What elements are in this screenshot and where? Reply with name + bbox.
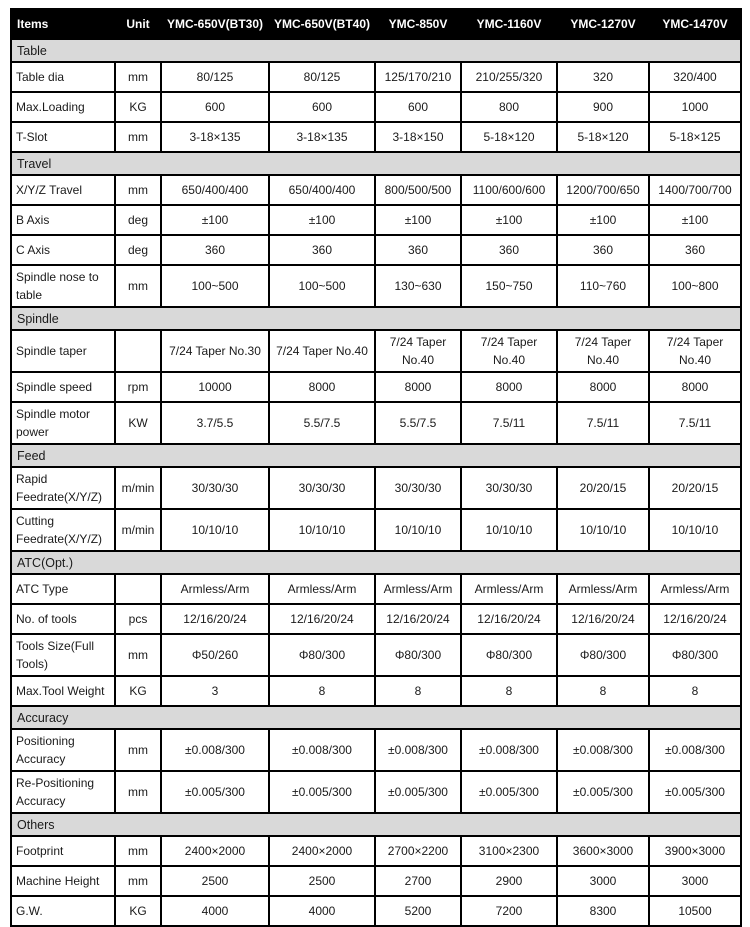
column-header-model: YMC-650V(BT30) (161, 9, 269, 39)
spec-row (11, 330, 741, 372)
spec-value: 1000 (649, 92, 741, 122)
spec-value: 4000 (161, 896, 269, 926)
spec-value: 3-18×135 (161, 122, 269, 152)
spec-value: 7.5/11 (557, 402, 649, 444)
section-band (11, 706, 741, 729)
section-band (11, 551, 741, 574)
spec-value: ±100 (375, 205, 461, 235)
unit-label: KG (115, 676, 161, 706)
item-label: Max.Tool Weight (11, 676, 115, 706)
spec-value: 5200 (375, 896, 461, 926)
spec-value: Φ80/300 (269, 634, 375, 676)
spec-value: Armless/Arm (649, 574, 741, 604)
unit-label: deg (115, 235, 161, 265)
spec-value: 3-18×150 (375, 122, 461, 152)
spec-value: 8 (461, 676, 557, 706)
spec-value: 1100/600/600 (461, 175, 557, 205)
spec-value: 800 (461, 92, 557, 122)
spec-value: 8 (649, 676, 741, 706)
unit-label: mm (115, 62, 161, 92)
item-label: Spindle nose to table (11, 265, 115, 307)
spec-row (11, 771, 741, 813)
unit-label: pcs (115, 604, 161, 634)
spec-value: Armless/Arm (375, 574, 461, 604)
item-label: Spindle speed (11, 372, 115, 402)
item-label: T-Slot (11, 122, 115, 152)
spec-value: 7/24 Taper No.40 (269, 330, 375, 372)
spec-value: 80/125 (161, 62, 269, 92)
spec-value: 110~760 (557, 265, 649, 307)
spec-value: ±0.008/300 (375, 729, 461, 771)
spec-value: ±0.008/300 (649, 729, 741, 771)
spec-row (11, 836, 741, 866)
section-band (11, 307, 741, 330)
spec-value: ±0.005/300 (375, 771, 461, 813)
unit-label: deg (115, 205, 161, 235)
unit-label: mm (115, 175, 161, 205)
spec-value: 2700 (375, 866, 461, 896)
spec-value: 8000 (269, 372, 375, 402)
item-label: Footprint (11, 836, 115, 866)
spec-value: 10000 (161, 372, 269, 402)
spec-value: 2400×2000 (269, 836, 375, 866)
spec-value: 30/30/30 (269, 467, 375, 509)
spec-value: 8000 (649, 372, 741, 402)
unit-label: KG (115, 896, 161, 926)
spec-value: 320 (557, 62, 649, 92)
spec-value: 10/10/10 (557, 509, 649, 551)
spec-value: 2900 (461, 866, 557, 896)
section-title: Table (11, 39, 741, 62)
spec-row (11, 402, 741, 444)
spec-value: ±0.008/300 (557, 729, 649, 771)
item-label: Positioning Accuracy (11, 729, 115, 771)
spec-value: 12/16/20/24 (269, 604, 375, 634)
spec-value: 12/16/20/24 (375, 604, 461, 634)
item-label: Tools Size(Full Tools) (11, 634, 115, 676)
spec-value: 8000 (557, 372, 649, 402)
spec-value: 8300 (557, 896, 649, 926)
spec-value: 320/400 (649, 62, 741, 92)
spec-value: 7.5/11 (461, 402, 557, 444)
item-label: Rapid Feedrate(X/Y/Z) (11, 467, 115, 509)
spec-value: 30/30/30 (375, 467, 461, 509)
section-band (11, 444, 741, 467)
item-label: ATC Type (11, 574, 115, 604)
spec-value: 3-18×135 (269, 122, 375, 152)
spec-value: 360 (649, 235, 741, 265)
spec-row (11, 372, 741, 402)
unit-label: mm (115, 634, 161, 676)
spec-value: 5-18×120 (461, 122, 557, 152)
spec-value: 8000 (375, 372, 461, 402)
item-label: Max.Loading (11, 92, 115, 122)
spec-value: 600 (269, 92, 375, 122)
spec-value: 4000 (269, 896, 375, 926)
spec-value: 30/30/30 (161, 467, 269, 509)
spec-value: 7/24 Taper No.40 (375, 330, 461, 372)
spec-value: Armless/Arm (461, 574, 557, 604)
spec-value: 150~750 (461, 265, 557, 307)
spec-value: ±100 (557, 205, 649, 235)
spec-value: 7/24 Taper No.40 (557, 330, 649, 372)
unit-label: m/min (115, 467, 161, 509)
spec-value: 8 (375, 676, 461, 706)
spec-value: 8 (557, 676, 649, 706)
spec-value: 7200 (461, 896, 557, 926)
spec-value: 3000 (649, 866, 741, 896)
spec-value: ±0.005/300 (557, 771, 649, 813)
spec-value: 7/24 Taper No.40 (649, 330, 741, 372)
unit-label (115, 574, 161, 604)
spec-value: 10/10/10 (269, 509, 375, 551)
spec-row (11, 676, 741, 706)
spec-value: ±100 (649, 205, 741, 235)
spec-value: 3600×3000 (557, 836, 649, 866)
section-title: Spindle (11, 307, 741, 330)
column-header-model: YMC-650V(BT40) (269, 9, 375, 39)
spec-row (11, 62, 741, 92)
spec-value: 650/400/400 (269, 175, 375, 205)
spec-value: ±100 (269, 205, 375, 235)
spec-value: 800/500/500 (375, 175, 461, 205)
spec-row (11, 509, 741, 551)
unit-label: m/min (115, 509, 161, 551)
spec-value: 360 (161, 235, 269, 265)
spec-value: 7/24 Taper No.30 (161, 330, 269, 372)
spec-value: Φ80/300 (557, 634, 649, 676)
column-header-model: YMC-1470V (649, 9, 741, 39)
spec-row (11, 235, 741, 265)
spec-value: 2700×2200 (375, 836, 461, 866)
spec-row (11, 634, 741, 676)
spec-value: 12/16/20/24 (649, 604, 741, 634)
spec-value: 3.7/5.5 (161, 402, 269, 444)
unit-label: mm (115, 836, 161, 866)
spec-value: 12/16/20/24 (161, 604, 269, 634)
spec-value: ±0.008/300 (461, 729, 557, 771)
spec-row (11, 467, 741, 509)
section-title: Travel (11, 152, 741, 175)
unit-label: mm (115, 866, 161, 896)
spec-value: 600 (375, 92, 461, 122)
spec-value: 3100×2300 (461, 836, 557, 866)
spec-value: ±0.005/300 (269, 771, 375, 813)
unit-label: mm (115, 265, 161, 307)
spec-value: 7/24 Taper No.40 (461, 330, 557, 372)
spec-row (11, 604, 741, 634)
spec-value: 7.5/11 (649, 402, 741, 444)
spec-row (11, 205, 741, 235)
unit-label: mm (115, 729, 161, 771)
spec-value: ±0.005/300 (649, 771, 741, 813)
spec-value: 3000 (557, 866, 649, 896)
spec-value: 30/30/30 (461, 467, 557, 509)
spec-value: 360 (461, 235, 557, 265)
item-label: X/Y/Z Travel (11, 175, 115, 205)
item-label: Machine Height (11, 866, 115, 896)
spec-value: 20/20/15 (557, 467, 649, 509)
spec-value: 2500 (269, 866, 375, 896)
spec-value: 10/10/10 (649, 509, 741, 551)
section-band (11, 39, 741, 62)
section-title: Feed (11, 444, 741, 467)
spec-value: 1400/700/700 (649, 175, 741, 205)
column-header-unit: Unit (115, 9, 161, 39)
spec-value: 130~630 (375, 265, 461, 307)
spec-row (11, 122, 741, 152)
spec-row (11, 175, 741, 205)
spec-value: ±0.005/300 (461, 771, 557, 813)
item-label: Spindle taper (11, 330, 115, 372)
item-label: C Axis (11, 235, 115, 265)
spec-value: 360 (375, 235, 461, 265)
spec-value: 10/10/10 (461, 509, 557, 551)
column-header-model: YMC-850V (375, 9, 461, 39)
section-band (11, 152, 741, 175)
unit-label: mm (115, 771, 161, 813)
item-label: Spindle motor power (11, 402, 115, 444)
spec-value: 10/10/10 (375, 509, 461, 551)
spec-value: 5.5/7.5 (269, 402, 375, 444)
spec-value: 900 (557, 92, 649, 122)
section-title: Accuracy (11, 706, 741, 729)
item-label: G.W. (11, 896, 115, 926)
spec-value: Φ80/300 (649, 634, 741, 676)
spec-value: ±100 (161, 205, 269, 235)
section-band (11, 813, 741, 836)
unit-label: KG (115, 92, 161, 122)
item-label: Re-Positioning Accuracy (11, 771, 115, 813)
unit-label: KW (115, 402, 161, 444)
spec-value: 1200/700/650 (557, 175, 649, 205)
spec-value: Φ80/300 (375, 634, 461, 676)
spec-value: Armless/Arm (557, 574, 649, 604)
item-label: Table dia (11, 62, 115, 92)
spec-value: ±0.008/300 (161, 729, 269, 771)
spec-value: ±0.008/300 (269, 729, 375, 771)
spec-value: 80/125 (269, 62, 375, 92)
unit-label (115, 330, 161, 372)
spec-value: 2500 (161, 866, 269, 896)
header-row (11, 9, 741, 39)
column-header-items: Items (11, 9, 115, 39)
spec-value: 100~500 (161, 265, 269, 307)
spec-value: 20/20/15 (649, 467, 741, 509)
spec-value: 5-18×120 (557, 122, 649, 152)
item-label: Cutting Feedrate(X/Y/Z) (11, 509, 115, 551)
spec-value: ±0.005/300 (161, 771, 269, 813)
spec-row (11, 729, 741, 771)
spec-value: 210/255/320 (461, 62, 557, 92)
spec-row (11, 265, 741, 307)
spec-value: 600 (161, 92, 269, 122)
spec-value: 8 (269, 676, 375, 706)
spec-value: Armless/Arm (161, 574, 269, 604)
spec-value: 12/16/20/24 (557, 604, 649, 634)
section-title: Others (11, 813, 741, 836)
item-label: No. of tools (11, 604, 115, 634)
spec-value: 3900×3000 (649, 836, 741, 866)
spec-row (11, 896, 741, 926)
spec-value: 360 (269, 235, 375, 265)
spec-value: Armless/Arm (269, 574, 375, 604)
item-label: B Axis (11, 205, 115, 235)
spec-value: 650/400/400 (161, 175, 269, 205)
spec-row (11, 866, 741, 896)
spec-value: Φ80/300 (461, 634, 557, 676)
spec-value: 10/10/10 (161, 509, 269, 551)
spec-value: 125/170/210 (375, 62, 461, 92)
spec-value: 3 (161, 676, 269, 706)
column-header-model: YMC-1160V (461, 9, 557, 39)
spec-value: 8000 (461, 372, 557, 402)
unit-label: mm (115, 122, 161, 152)
spec-value: 100~500 (269, 265, 375, 307)
column-header-model: YMC-1270V (557, 9, 649, 39)
spec-value: ±100 (461, 205, 557, 235)
spec-row (11, 574, 741, 604)
section-title: ATC(Opt.) (11, 551, 741, 574)
spec-value: 360 (557, 235, 649, 265)
spec-value: 10500 (649, 896, 741, 926)
spec-row (11, 92, 741, 122)
spec-value: Φ50/260 (161, 634, 269, 676)
unit-label: rpm (115, 372, 161, 402)
spec-value: 100~800 (649, 265, 741, 307)
spec-value: 12/16/20/24 (461, 604, 557, 634)
spec-value: 2400×2000 (161, 836, 269, 866)
spec-value: 5-18×125 (649, 122, 741, 152)
spec-value: 5.5/7.5 (375, 402, 461, 444)
machine-spec-table (10, 8, 742, 927)
